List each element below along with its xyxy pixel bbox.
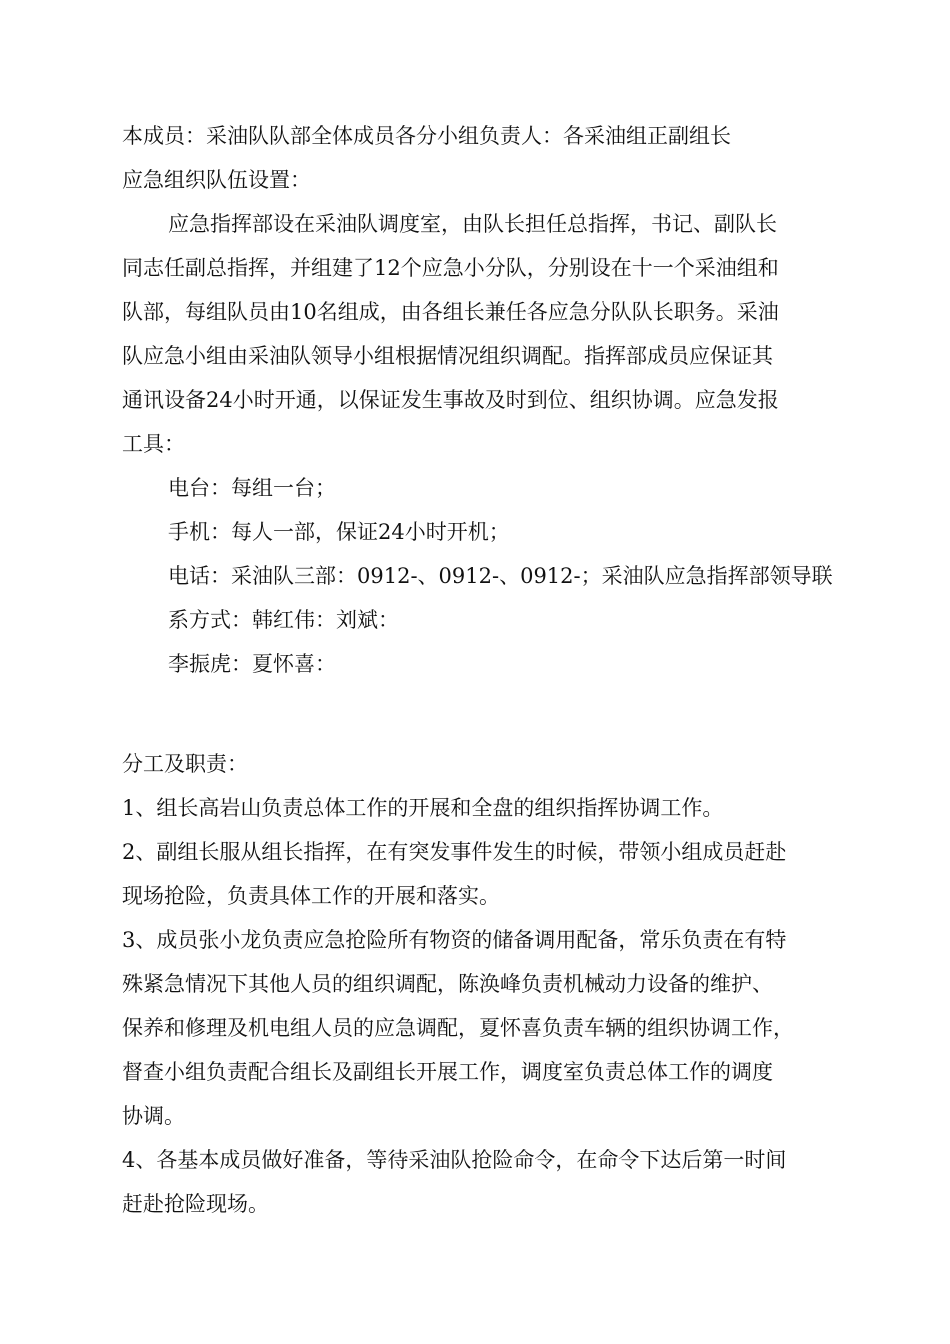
- duty-item: [122, 1138, 834, 1226]
- tool-phone-contacts: 系方式：韩红伟：刘斌：: [168, 608, 399, 632]
- duty-line: 2、副组长服从组长指挥，在有突发事件发生的时候，带领小组成员赶赴: [122, 840, 787, 864]
- duty-item: [122, 830, 834, 918]
- paragraph-line: 队部，每组队员由10名组成，由各组长兼任各应急分队队长职务。采油: [122, 300, 779, 324]
- duty-line: 4、各基本成员做好准备，等待采油队抢险命令，在命令下达后第一时间: [122, 1148, 787, 1172]
- duty-line: 赶赴抢险现场。: [122, 1192, 269, 1216]
- paragraph-line: 应急指挥部设在采油队调度室，由队长担任总指挥，书记、副队长: [168, 212, 777, 236]
- tools-list: [122, 466, 834, 686]
- paragraph-line: 通讯设备24小时开通，以保证发生事故及时到位、组织协调。应急发报: [122, 388, 779, 412]
- tool-radio: 电台：每组一台；: [168, 476, 336, 500]
- duty-line: 现场抢险，负责具体工作的开展和落实。: [122, 884, 500, 908]
- command-paragraph: [122, 202, 834, 466]
- paragraph-line: 同志任副总指挥，并组建了12个应急小分队，分别设在十一个采油组和: [122, 256, 779, 280]
- tool-phone: 电话：采油队三部：0912-、0912-、0912-；采油队应急指挥部领导联: [168, 564, 833, 588]
- duties-heading: 分工及职责：: [122, 752, 248, 776]
- duty-item: [122, 918, 834, 1138]
- paragraph-line: 队应急小组由采油队领导小组根据情况组织调配。指挥部成员应保证其: [122, 344, 773, 368]
- tool-mobile: 手机：每人一部，保证24小时开机；: [168, 520, 510, 544]
- tool-phone-contacts: 李振虎：夏怀喜：: [168, 652, 336, 676]
- members-line: 本成员：采油队队部全体成员各分小组负责人：各采油组正副组长: [122, 124, 731, 148]
- document-page: [122, 114, 834, 1226]
- duty-line: 1、组长高岩山负责总体工作的开展和全盘的组织指挥协调工作。: [122, 796, 724, 820]
- duty-line: 3、成员张小龙负责应急抢险所有物资的储备调用配备，常乐负责在有特: [122, 928, 787, 952]
- paragraph-line: 工具：: [122, 432, 185, 456]
- duty-line: 协调。: [122, 1104, 185, 1128]
- duty-line: 殊紧急情况下其他人员的组织调配，陈涣峰负责机械动力设备的维护、: [122, 972, 773, 996]
- duty-line: 保养和修理及机电组人员的应急调配，夏怀喜负责车辆的组织协调工作，: [122, 1016, 794, 1040]
- duty-item: [122, 786, 834, 830]
- duty-line: 督查小组负责配合组长及副组长开展工作，调度室负责总体工作的调度: [122, 1060, 773, 1084]
- team-heading: 应急组织队伍设置：: [122, 168, 311, 192]
